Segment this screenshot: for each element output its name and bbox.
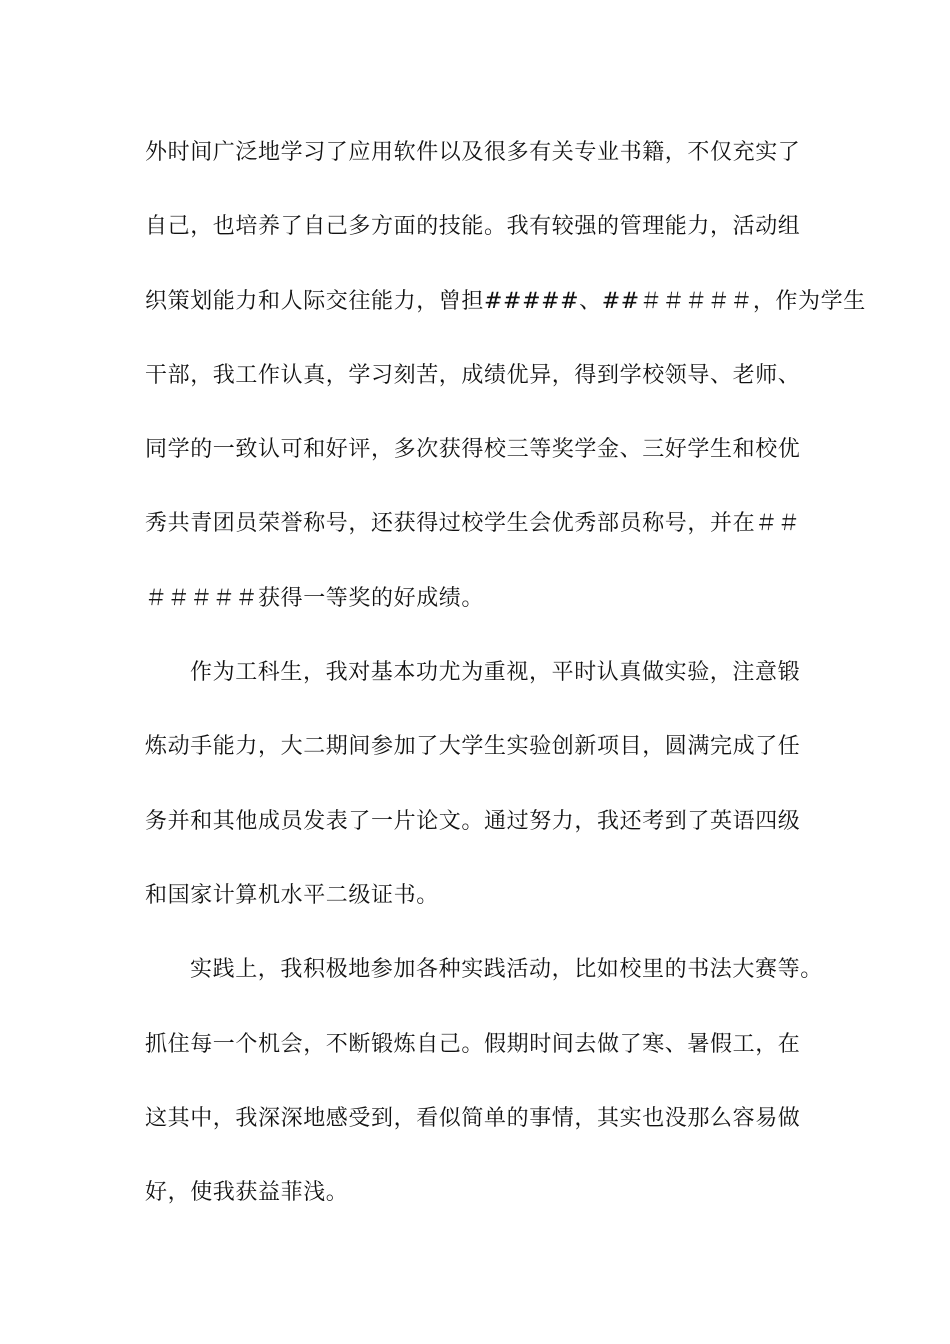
text-line: ＃＃＃＃＃获得一等奖的好成绩。: [145, 585, 485, 611]
text-line: 秀共青团员荣誉称号，还获得过校学生会优秀部员称号，并在＃＃: [145, 511, 801, 537]
paragraph-first-line: 实践上，我积极地参加各种实践活动，比如校里的书法大赛等。: [190, 957, 823, 983]
text-line: 务并和其他成员发表了一片论文。通过努力，我还考到了英语四级: [145, 808, 801, 834]
paragraph-first-line: 作为工科生，我对基本功尤为重视，平时认真做实验，注意锻: [190, 660, 801, 686]
text-line: 同学的一致认可和好评，多次获得校三等奖学金、三好学生和校优: [145, 437, 801, 463]
text-line: 这其中，我深深地感受到，看似简单的事情，其实也没那么容易做: [145, 1105, 801, 1131]
text-line: 抓住每一个机会，不断锻炼自己。假期时间去做了寒、暑假工，在: [145, 1031, 801, 1057]
text-line: 外时间广泛地学习了应用软件以及很多有关专业书籍，不仅充实了: [145, 140, 801, 165]
body-text: [145, 128, 866, 1242]
text-line: 和国家计算机水平二级证书。: [145, 882, 439, 908]
text-line: 自己，也培养了自己多方面的技能。我有较强的管理能力，活动组: [145, 214, 801, 240]
text-line: 好，使我获益菲浅。: [145, 1180, 349, 1206]
text-line: 干部，我工作认真，学习刻苦，成绩优异，得到学校领导、老师、: [145, 362, 801, 388]
text-line: 炼动手能力，大二期间参加了大学生实验创新项目，圆满完成了任: [145, 734, 801, 760]
text-line: 织策划能力和人际交往能力，曾担#####、##＃＃＃＃＃，作为学生: [145, 288, 866, 314]
